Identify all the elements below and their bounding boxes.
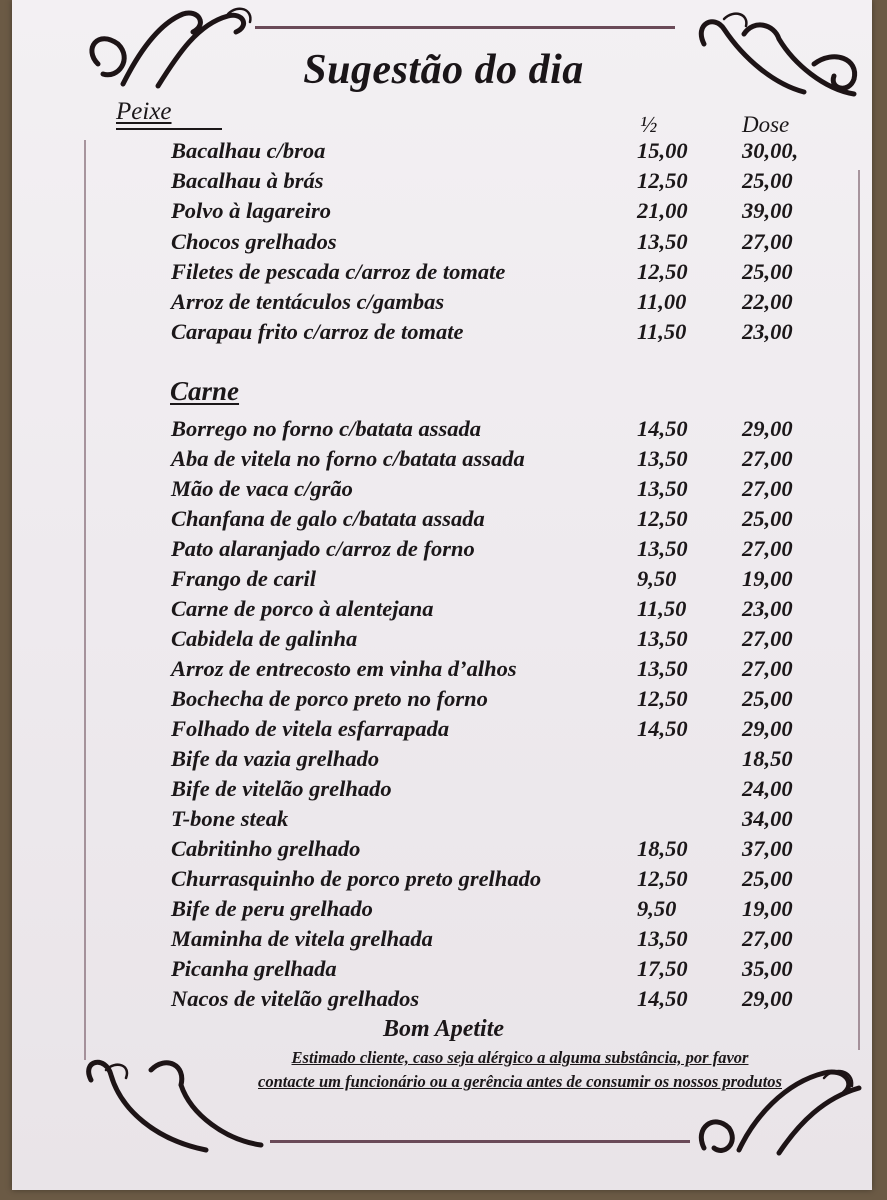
menu-item-dose-price: 27,00 [742,536,793,561]
menu-item-dose-price: 18,50 [742,746,793,771]
menu-item [0,776,887,806]
menu-item [0,716,887,746]
menu-item-half-price: 13,50 [637,228,688,254]
menu-item-name: Mão de vaca c/grão [171,476,353,501]
menu-item-dose-price: 29,00 [742,416,793,441]
menu-item-half-price: 9,50 [637,896,677,921]
menu-item-name: Churrasquinho de porco preto grelhado [171,866,542,891]
menu-item-half-price: 17,50 [637,956,688,981]
frame-bottom-line [270,1140,690,1143]
menu-item-half-price: 11,00 [637,289,687,314]
menu-item-half-price: 18,50 [637,836,688,861]
menu-item-name: Frango de caril [171,566,317,591]
menu-item-dose-price: 34,00 [742,806,793,831]
menu-item-half-price: 12,50 [637,258,688,284]
section-heading-carne: Carne [170,376,240,406]
menu-item-name: Pato alaranjado c/arroz de forno [171,536,475,561]
menu-item-name: Polvo à lagareiro [171,198,331,224]
menu-item [0,168,887,198]
menu-item-half-price: 12,50 [637,686,688,711]
menu-item-name: Borrego no forno c/batata assada [171,416,482,441]
menu-item [0,506,887,536]
menu-item-dose-price: 23,00 [742,596,793,621]
menu-item-half-price: 13,50 [637,536,688,561]
menu-item-name: Cabidela de galinha [171,626,358,651]
menu-item-dose-price: 24,00 [742,776,793,801]
menu-item-name: Chanfana de galo c/batata assada [171,506,485,531]
menu-item [0,866,887,896]
frame-top-line [255,26,675,29]
menu-item-half-price: 12,50 [637,168,688,194]
menu-item [0,596,887,626]
menu-item [0,896,887,926]
menu-item-dose-price: 39,00 [742,198,793,224]
menu-item-dose-price: 19,00 [742,896,793,921]
menu-item-name: T-bone steak [171,806,289,831]
menu-item-half-price: 12,50 [637,506,688,531]
closing-text: Bom Apetite [382,1016,505,1042]
menu-item [0,836,887,866]
menu-item-name: Aba de vitela no forno c/batata assada [171,446,525,471]
menu-item-name: Arroz de tentáculos c/gambas [171,289,445,314]
menu-item-half-price: 13,50 [637,926,688,951]
menu-item [0,536,887,566]
menu-item [0,229,887,259]
menu-item-name: Picanha grelhada [171,956,337,981]
menu-item [0,926,887,956]
menu-item-name: Arroz de entrecosto em vinha d’alhos [171,656,517,681]
menu-item-half-price: 13,50 [637,626,688,651]
menu-item-name: Cabritinho grelhado [171,836,361,861]
menu-item [0,416,887,446]
allergy-notice-line2: contacte um funcionário ou a gerência antes de consumir os nossos produtos [258,1072,782,1091]
column-header-half: ½ [640,112,658,137]
menu-item-name: Bife da vazia grelhado [171,746,380,771]
menu-item-half-price: 21,00 [637,198,688,224]
menu-item-dose-price: 25,00 [742,258,793,284]
menu-item [0,746,887,776]
menu-item-half-price: 13,50 [637,476,688,501]
menu-item-name: Folhado de vitela esfarrapada [171,716,450,741]
menu-item [0,956,887,986]
menu-item-dose-price: 29,00 [742,716,793,741]
menu-item-half-price: 14,50 [637,986,688,1011]
menu-item-dose-price: 25,00 [742,866,793,891]
page-title: Sugestão do dia [303,47,584,93]
allergy-notice-line1: Estimado cliente, caso seja alérgico a alguma substância, por favor [291,1048,749,1067]
menu-item-dose-price: 37,00 [742,836,793,861]
menu-item-name: Bife de peru grelhado [171,896,373,921]
menu-item [0,476,887,506]
menu-item-dose-price: 27,00 [742,626,793,651]
menu-item-half-price: 9,50 [637,566,677,591]
menu-item [0,626,887,656]
menu-item [0,446,887,476]
menu-item [0,986,887,1016]
menu-item-dose-price: 27,00 [742,656,793,681]
menu-item-dose-price: 19,00 [742,566,793,591]
menu-item-half-price: 13,50 [637,656,688,681]
menu-item-name: Carne de porco à alentejana [171,596,434,621]
menu-item-half-price: 13,50 [637,446,688,471]
menu-item-dose-price: 25,00 [742,168,793,194]
menu-item-dose-price: 22,00 [742,289,793,314]
menu-item [0,259,887,289]
menu-item-name: Nacos de vitelão grelhados [171,986,420,1011]
menu-item [0,686,887,716]
menu-item-dose-price: 27,00 [742,446,793,471]
menu-item-half-price: 14,50 [637,416,688,441]
menu-item-half-price: 15,00 [637,138,688,163]
menu-item-name: Maminha de vitela grelhada [171,926,433,951]
peixe-underline [116,128,222,130]
menu-item-dose-price: 27,00 [742,926,793,951]
menu-item-name: Filetes de pescada c/arroz de tomate [171,258,506,284]
menu-item-dose-price: 25,00 [742,506,793,531]
menu-item-dose-price: 29,00 [742,986,793,1011]
menu-item-dose-price: 23,00 [742,319,793,345]
section-heading-peixe: Peixe [116,98,172,125]
menu-item-name: Bochecha de porco preto no forno [171,686,488,711]
menu-item [0,289,887,319]
menu-item-half-price: 11,50 [637,596,687,621]
menu-item-dose-price: 35,00 [742,956,793,981]
menu-item-dose-price: 25,00 [742,686,793,711]
menu-item-name: Chocos grelhados [171,228,337,254]
menu-item [0,319,887,349]
menu-item-dose-price: 30,00, [742,138,799,163]
menu-item-name: Carapau frito c/arroz de tomate [171,319,464,345]
menu-item-half-price: 12,50 [637,866,688,891]
menu-item-dose-price: 27,00 [742,228,793,254]
menu-item-dose-price: 27,00 [742,476,793,501]
menu-item-name: Bacalhau à brás [171,168,324,194]
menu-item [0,198,887,228]
menu-item-half-price: 11,50 [637,319,687,345]
menu-item [0,806,887,836]
menu-item-half-price: 14,50 [637,716,688,741]
menu-item-name: Bacalhau c/broa [171,138,326,163]
menu-item [0,656,887,686]
menu-item [0,138,887,168]
column-header-dose: Dose [742,112,790,137]
menu-item [0,566,887,596]
menu-item-name: Bife de vitelão grelhado [171,776,392,801]
